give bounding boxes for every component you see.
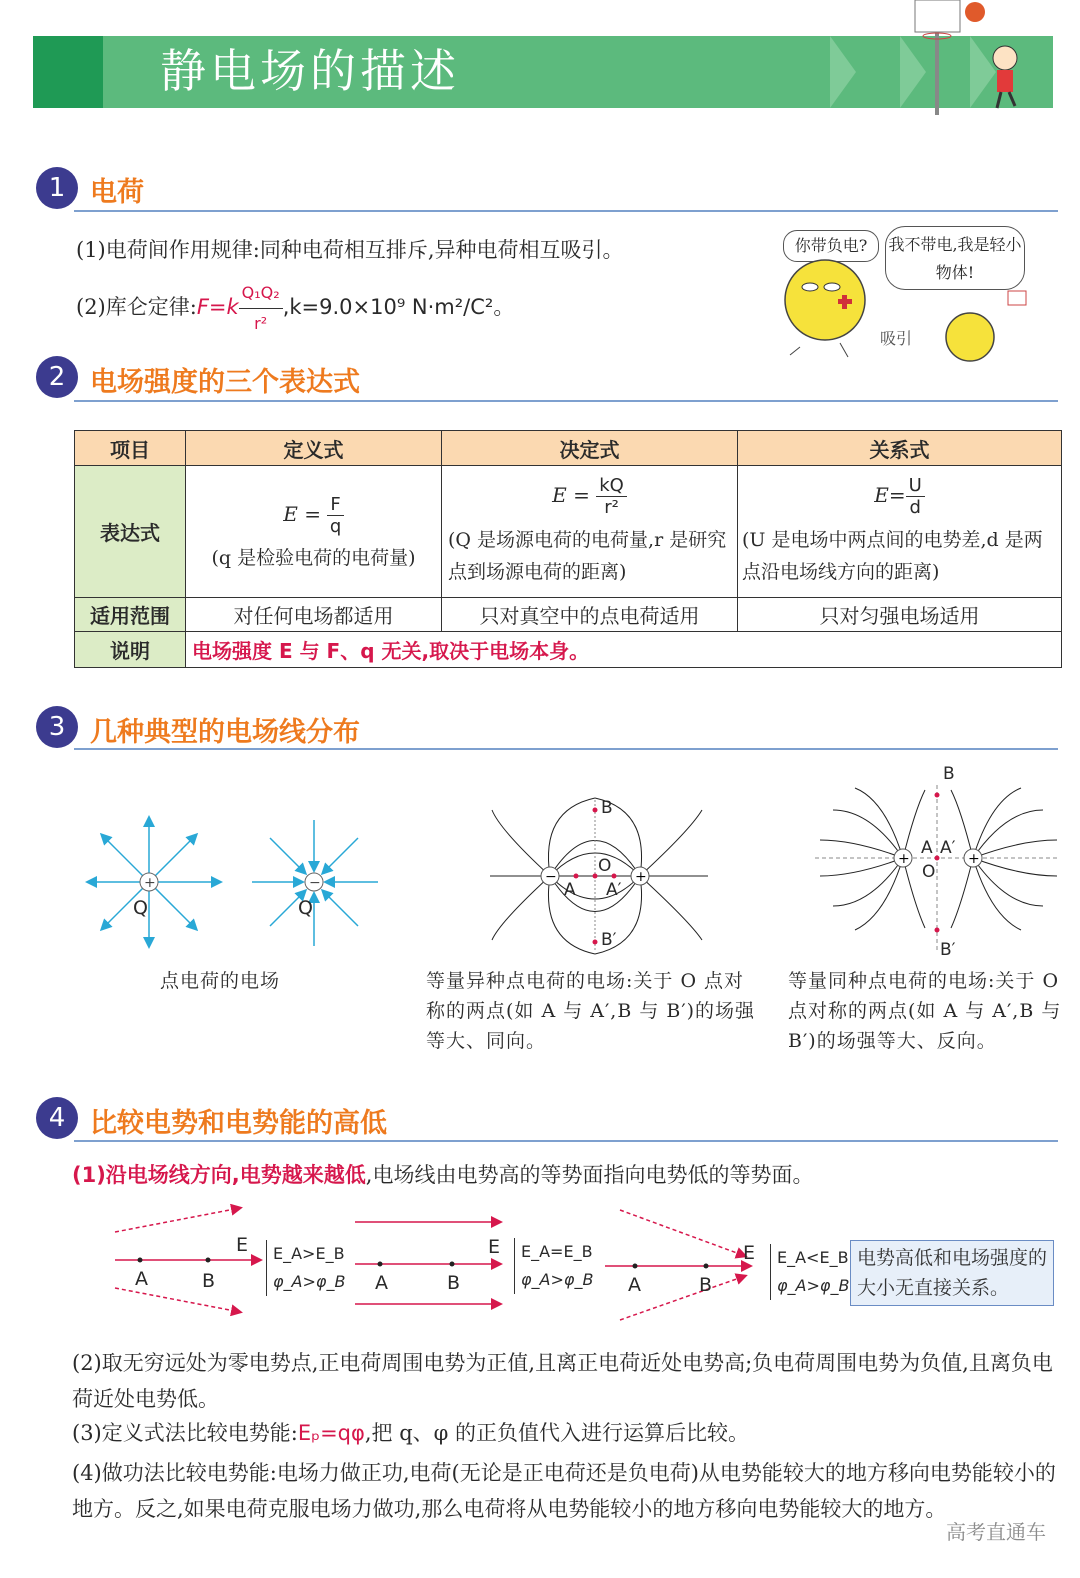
- section-divider: [74, 400, 1058, 402]
- fraction-denominator: r²: [604, 497, 619, 518]
- d2-label-A: A: [375, 1272, 388, 1294]
- potential-rule-text: ,电场线由电势高的等势面指向电势低的等势面。: [365, 1163, 814, 1187]
- page-title: 静电场的描述: [160, 44, 460, 98]
- d1-label-B: B: [202, 1270, 216, 1292]
- d3-label-B: B: [699, 1274, 713, 1296]
- scope-cell: 只对匀强电场适用: [738, 598, 1062, 632]
- row-label-expression: 表达式: [75, 466, 186, 598]
- table-row: [75, 632, 1062, 668]
- potential-rule-highlight: (1)沿电场线方向,电势越来越低: [72, 1163, 366, 1187]
- svg-text:+: +: [898, 851, 910, 867]
- table-row: [75, 598, 1062, 632]
- relation-fraction: [906, 475, 925, 518]
- banner-chevron: [830, 36, 856, 108]
- d3-relation-phi: φ_A>φ_B: [777, 1276, 850, 1295]
- section-title: 几种典型的电场线分布: [90, 717, 360, 748]
- note-cell: 电场强度 E 与 F、q 无关,取决于电场本身。: [186, 632, 1062, 668]
- potential-rule-1: [72, 1160, 813, 1190]
- coulomb-formula: F=k: [196, 295, 239, 319]
- fraction-numerator: F: [327, 494, 343, 516]
- section-number: 2: [36, 356, 78, 398]
- table-header: 定义式: [186, 431, 442, 466]
- relation-note: (U 是电场中两点间的电势差,d 是两点沿电场线方向的距离): [742, 529, 1043, 583]
- section-divider: [74, 748, 1058, 750]
- d2-relations: [514, 1238, 593, 1294]
- svg-text:+: +: [968, 851, 980, 867]
- point-label-A: A: [921, 838, 933, 858]
- coulomb-rule: (1)电荷间作用规律:同种电荷相互排斥,异种电荷相互吸引。: [76, 238, 624, 262]
- determination-note: (Q 是场源电荷的电荷量,r 是研究点到场源电荷的距离): [448, 529, 727, 583]
- field-comparison-diagrams: [110, 1200, 760, 1325]
- speech-bubble-1: 你带负电?: [783, 230, 879, 262]
- coulomb-denominator: r²: [254, 314, 268, 333]
- d1-label-E: E: [236, 1234, 249, 1256]
- potential-rule-3: [72, 1418, 749, 1448]
- point-label-O: O: [598, 856, 612, 876]
- determination-fraction: [596, 475, 627, 518]
- point-label-O: O: [922, 862, 936, 882]
- point-label-B-prime: B′: [601, 930, 617, 950]
- fraction-numerator: kQ: [596, 475, 627, 497]
- definition-lhs: E =: [283, 501, 321, 526]
- potential-rule-3-label: (3)定义式法比较电势能:: [72, 1421, 298, 1445]
- d1-label-A: A: [135, 1268, 148, 1290]
- potential-rule-3-text: ,把 q、φ 的正负值代入进行运算后比较。: [364, 1421, 750, 1445]
- svg-text:−: −: [545, 869, 557, 885]
- basketball-illustration: [905, 0, 1055, 115]
- svg-text:−: −: [309, 875, 321, 891]
- point-label-B-prime: B′: [940, 940, 956, 960]
- table-header-row: [75, 431, 1062, 466]
- speech-bubble-2: 我不带电,我是轻小物体!: [885, 226, 1025, 290]
- potential-energy-formula: Eₚ=qφ: [297, 1421, 365, 1445]
- section-divider: [74, 210, 1058, 212]
- potential-rule-4: (4)做功法比较电势能:电场力做正功,电荷(无论是正电荷还是负电荷)从电势能较大的地方移向电势能较小的地方。反之,如果电荷克服电场力做功,那么电荷将从电势能较小的地方移向电势能较大的地方。: [72, 1461, 1056, 1521]
- d3-relations: [770, 1244, 849, 1300]
- point-label-A-prime: A′: [606, 880, 622, 900]
- point-charge-fields: [80, 800, 390, 960]
- table-header: 关系式: [738, 431, 1062, 466]
- coulomb-fraction: [239, 278, 283, 339]
- section-number: 1: [36, 167, 78, 209]
- section-title: 电场强度的三个表达式: [90, 367, 360, 398]
- point-label-A: A: [564, 880, 576, 900]
- d3-label-E: E: [743, 1242, 756, 1264]
- coulomb-numerator: Q₁Q₂: [239, 278, 283, 309]
- caption-opposite-charges: 等量异种点电荷的电场:关于 O 点对称的两点(如 A 与 A′,B 与 B′)的场强等大、同向。: [426, 970, 756, 1052]
- potential-rule-2: (2)取无穷远处为零电势点,正电荷周围电势为正值,且离正电荷近处电势高;负电荷周围电势为负值,且离负电荷近处电势低。: [72, 1351, 1053, 1411]
- definition-fraction: [327, 494, 343, 537]
- fraction-numerator: U: [906, 475, 925, 497]
- scope-cell: 对任何电场都适用: [186, 598, 442, 632]
- svg-text:+: +: [144, 875, 156, 891]
- definition-note: (q 是检验电荷的电荷量): [211, 546, 416, 569]
- field-strength-table: [74, 430, 1062, 668]
- section-number: 3: [36, 706, 78, 748]
- table-row: [75, 466, 1062, 598]
- point-label-A-prime: A′: [940, 838, 956, 858]
- d2-label-B: B: [447, 1272, 461, 1294]
- note-box: 电势高低和电场强度的大小无直接关系。: [850, 1240, 1054, 1306]
- attract-label: 吸引: [880, 329, 913, 348]
- d2-relation-phi: φ_A>φ_B: [521, 1270, 594, 1289]
- section-divider: [74, 1140, 1058, 1142]
- table-header: 项目: [75, 431, 186, 466]
- row-label-note: 说明: [75, 632, 186, 668]
- table-header: 决定式: [442, 431, 738, 466]
- d3-relation-E: E_A<E_B: [777, 1248, 849, 1267]
- d1-relation-E: E_A>E_B: [273, 1244, 345, 1263]
- coulomb-constant: ,k=9.0×10⁹ N·m²/C²。: [282, 295, 515, 319]
- coulomb-law: [76, 278, 514, 339]
- determination-lhs: E =: [552, 483, 590, 507]
- section-number: 4: [36, 1097, 78, 1139]
- svg-text:+: +: [635, 869, 647, 885]
- row-label-scope: 适用范围: [75, 598, 186, 632]
- charge-label: Q: [298, 897, 313, 919]
- fraction-denominator: d: [909, 497, 921, 518]
- section-title: 电荷: [90, 177, 144, 208]
- d1-relations: [266, 1240, 345, 1296]
- d1-relation-phi: φ_A>φ_B: [273, 1272, 346, 1291]
- d2-relation-E: E_A=E_B: [521, 1242, 593, 1261]
- caption-like-charges: 等量同种点电荷的电场:关于 O 点对称的两点(如 A 与 A′,B 与 B′)的场强等大、反向。: [788, 970, 1062, 1052]
- section-title: 比较电势和电势能的高低: [90, 1108, 387, 1139]
- definition-cell: [186, 466, 442, 598]
- determination-cell: [442, 466, 738, 598]
- point-label-B: B: [601, 798, 613, 818]
- coulomb-law-label: (2)库仑定律:: [76, 295, 197, 319]
- like-charges-field-diagram: [815, 780, 1060, 955]
- scope-cell: 只对真空中的点电荷适用: [442, 598, 738, 632]
- relation-lhs: E=: [874, 483, 906, 507]
- d2-label-E: E: [488, 1236, 501, 1258]
- caption-point-charge: 点电荷的电场: [160, 970, 281, 992]
- fraction-denominator: q: [329, 515, 342, 537]
- d3-label-A: A: [628, 1274, 641, 1296]
- watermark: 高考直通车: [946, 1520, 1046, 1544]
- relation-cell: [738, 466, 1062, 598]
- title-banner-accent: [33, 36, 103, 108]
- charge-label: Q: [133, 897, 148, 919]
- point-label-B: B: [943, 764, 955, 784]
